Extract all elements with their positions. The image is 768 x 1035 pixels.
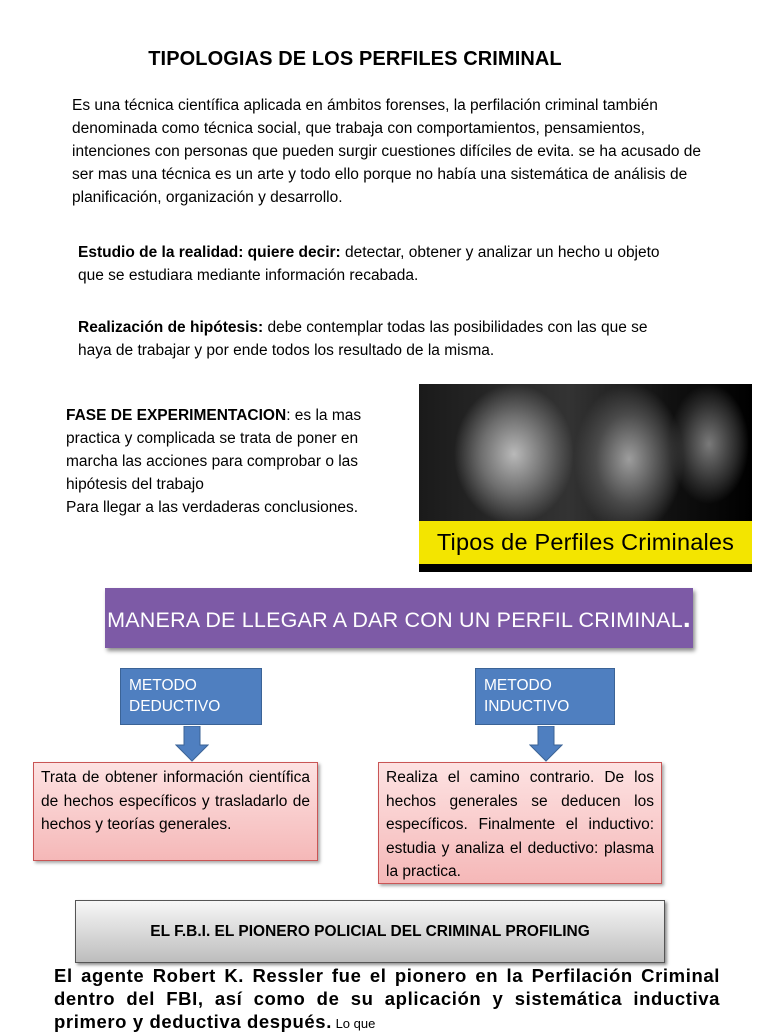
page-title: TIPOLOGIAS DE LOS PERFILES CRIMINAL — [148, 48, 562, 70]
method-inductive-box: METODO INDUCTIVO — [475, 668, 615, 725]
estudio-paragraph — [78, 241, 678, 287]
fase-text: : es la mas practica y complicada se trata de poner en marcha las acciones para comprobar o las hipótesis del trabajo — [66, 407, 362, 493]
banner-text: MANERA DE LLEGAR A DAR CON UN PERFIL CRIMINAL — [107, 608, 683, 632]
photo-panel — [419, 384, 752, 572]
down-arrow-icon — [529, 726, 563, 762]
hipotesis-paragraph — [78, 316, 678, 362]
fbi-heading-box: EL F.B.I. EL PIONERO POLICIAL DEL CRIMINAL PROFILING — [75, 900, 665, 963]
closing-tail: Lo que — [331, 1016, 376, 1031]
fase-conclusion: Para llegar a las verdaderas conclusiones. — [66, 499, 359, 516]
banner-period: . — [682, 602, 691, 633]
estudio-text: detectar, obtener y analizar un hecho u objeto que se estudiara mediante información recabada. — [78, 244, 660, 284]
fase-paragraph — [66, 404, 406, 519]
hipotesis-label: Realización de hipótesis: — [78, 319, 264, 336]
inductive-description: Realiza el camino contrario. De los hechos generales se deducen los específicos. Finalmente el inductivo: estudia y analiza el deductivo: plasma la practica. — [378, 762, 662, 884]
down-arrow-icon — [175, 726, 209, 762]
photo-caption: Tipos de Perfiles Criminales — [419, 521, 752, 564]
method-deductive-box: METODO DEDUCTIVO — [120, 668, 262, 725]
deductive-description: Trata de obtener información científica de hechos específicos y trasladarlo de hechos y teorías generales. — [33, 762, 318, 861]
hipotesis-text: debe contemplar todas las posibilidades con las que se haya de trabajar y por ende todos los resultado de la misma. — [78, 319, 648, 359]
method-banner — [105, 588, 693, 648]
fase-label: FASE DE EXPERIMENTACION — [66, 407, 287, 424]
closing-text: El agente Robert K. Ressler fue el pionero en la Perfilación Criminal dentro del FBI, así como de su aplicación y sistemática inductiva primero y deductiva después. — [54, 965, 720, 1032]
faces-image — [419, 384, 752, 521]
intro-paragraph: Es una técnica científica aplicada en ámbitos forenses, la perfilación criminal también denominada como técnica social, que trabaja con comportamientos, pensamientos, intenciones con personas que pueden surgir cuestiones difíciles de evita. se ha acusado de ser mas una técnica es un arte y todo ello porque no había una sistemática de análisis de planificación, organización y desarrollo. — [72, 97, 702, 206]
closing-paragraph — [54, 964, 720, 1035]
estudio-label: Estudio de la realidad: quiere decir: — [78, 244, 341, 261]
